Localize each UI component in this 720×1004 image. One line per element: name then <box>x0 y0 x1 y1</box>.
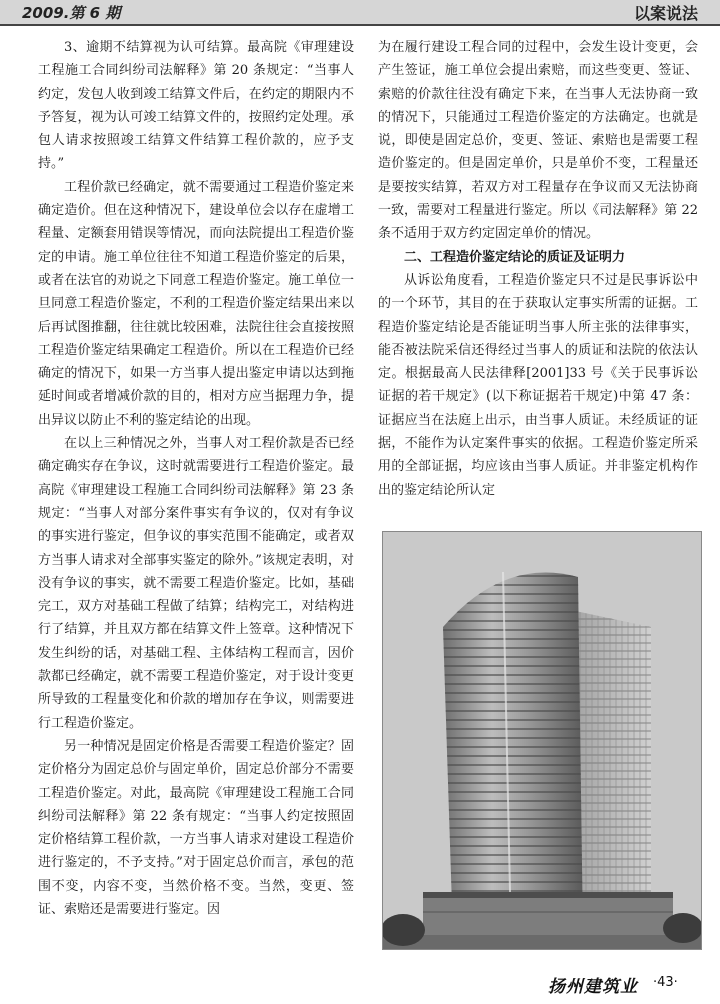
paragraph: 工程价款已经确定，就不需要通过工程造价鉴定来确定造价。但在这种情况下，建设单位会以存在虚增工程量、定额套用错误等情况，而向法院提出工程造价鉴定的申请。施工单位往往不知道工程造价鉴定的后果，或者在法官的劝说之下同意工程造价鉴定。施工单位一旦同意工程造价鉴定，不利的工程造价鉴定结果出来以后再试图推翻，往往就比较困难，法院往往会直接按照工程造价鉴定结果确定工程造价。所以在工程造价已经确定的情况下，如果一方当事人提出鉴定申请以达到拖延时间或者增减价款的目的，相对方应当据理力争，提出异议以防止不利的鉴定结论的出现。 <box>38 179 354 428</box>
skyscraper-illustration <box>383 532 701 949</box>
right-column <box>378 36 698 502</box>
section-label: 以案说法 <box>633 4 698 23</box>
paragraph-continuation: 为在履行建设工程合同的过程中，会发生设计变更，会产生签证，施工单位会提出索赔，而这些变更、签证、索赔的价款往往没有确定下来，在当事人无法协商一致的情况下，只能通过工程造价鉴定的方法确定。也就是说，即使是固定总价，变更、签证、索赔也是需要工程造价鉴定的。但是固定单价，只是单价不变，工程量还是要按实结算，若双方对工程量存在争议而又无法协商一致，需要对工程量进行鉴定。所以《司法解释》第 22 条不适用于双方约定固定单价的情况。 <box>378 40 698 242</box>
building-photo <box>382 531 702 950</box>
paragraph: 另一种情况是固定价格是否需要工程造价鉴定？固定价格分为固定总价与固定单价，固定总价部分不需要工程造价鉴定。对此，最高院《审理建设工程施工合同纠纷司法解释》第 22 条有规定：“当事人约定按照固定价格结算工程价款，一方当事人请求对建设工程造价进行鉴定的，不予支持。”对于固定总价而言，承包的范围不变，内容不变，当然价格不变。当然，变更、签证、索赔还是需要进行鉴定。因 <box>38 738 354 917</box>
issue-label: 2009.第 6 期 <box>22 4 121 22</box>
paragraph: 在以上三种情况之外，当事人对工程价款是否已经确定确实存在争议，这时就需要进行工程造价鉴定。最高院《审理建设工程施工合同纠纷司法解释》第 23 条规定：“当事人对部分案件事实有争议的，仅对有争议的事实进行鉴定，但争议的事实范围不能确定，或者双方当事人请求对全部事实鉴定的除外。”该规定表明，对没有争议的事实，就不需要工程造价鉴定。比如，基础完工，双方对基础工程做了结算；结构完工，对结构进行了结算，并且双方都在结算文件上签章。这种情况下发生纠纷的话，对基础工程、主体结构工程而言，因价款都已经确定，就不需要工程造价鉴定，对于设计变更所导致的工程量变化和价款的增加存在争议，则需要进行工程造价鉴定。 <box>38 436 354 731</box>
page-number: ·43· <box>653 975 678 990</box>
paragraph: 从诉讼角度看，工程造价鉴定只不过是民事诉讼中的一个环节，其目的在于获取认定事实所需的证据。工程造价鉴定结论是否能证明当事人所主张的法律事实，能否被法院采信还得经过当事人的质证和法院的依法认定。根据最高人民法律释[2001]33 号《关于民事诉讼证据的若干规定》(以下称证据若干规定)中第 47 条：证据应当在法庭上出示，由当事人质证。未经质证的证据，不能作为认定案件事实的依据。工程造价鉴定所采用的全部证据，均应该由当事人质证。并非鉴定机构作出的鉴定结论所认定 <box>378 272 698 498</box>
left-column <box>38 36 354 921</box>
section-heading: 二、工程造价鉴定结论的质证及证明力 <box>404 249 626 265</box>
paragraph: 3、逾期不结算视为认可结算。最高院《审理建设工程施工合同纠纷司法解释》第 20 条规定：“当事人约定，发包人收到竣工结算文件后，在约定的期限内不予答复，视为认可竣工结算文件的，按照约定处理。承包人请求按照竣工结算文件结算工程价款的，应予支持。” <box>38 40 354 172</box>
magazine-brand: 扬州建筑业 <box>548 977 638 997</box>
page-header <box>0 0 720 26</box>
